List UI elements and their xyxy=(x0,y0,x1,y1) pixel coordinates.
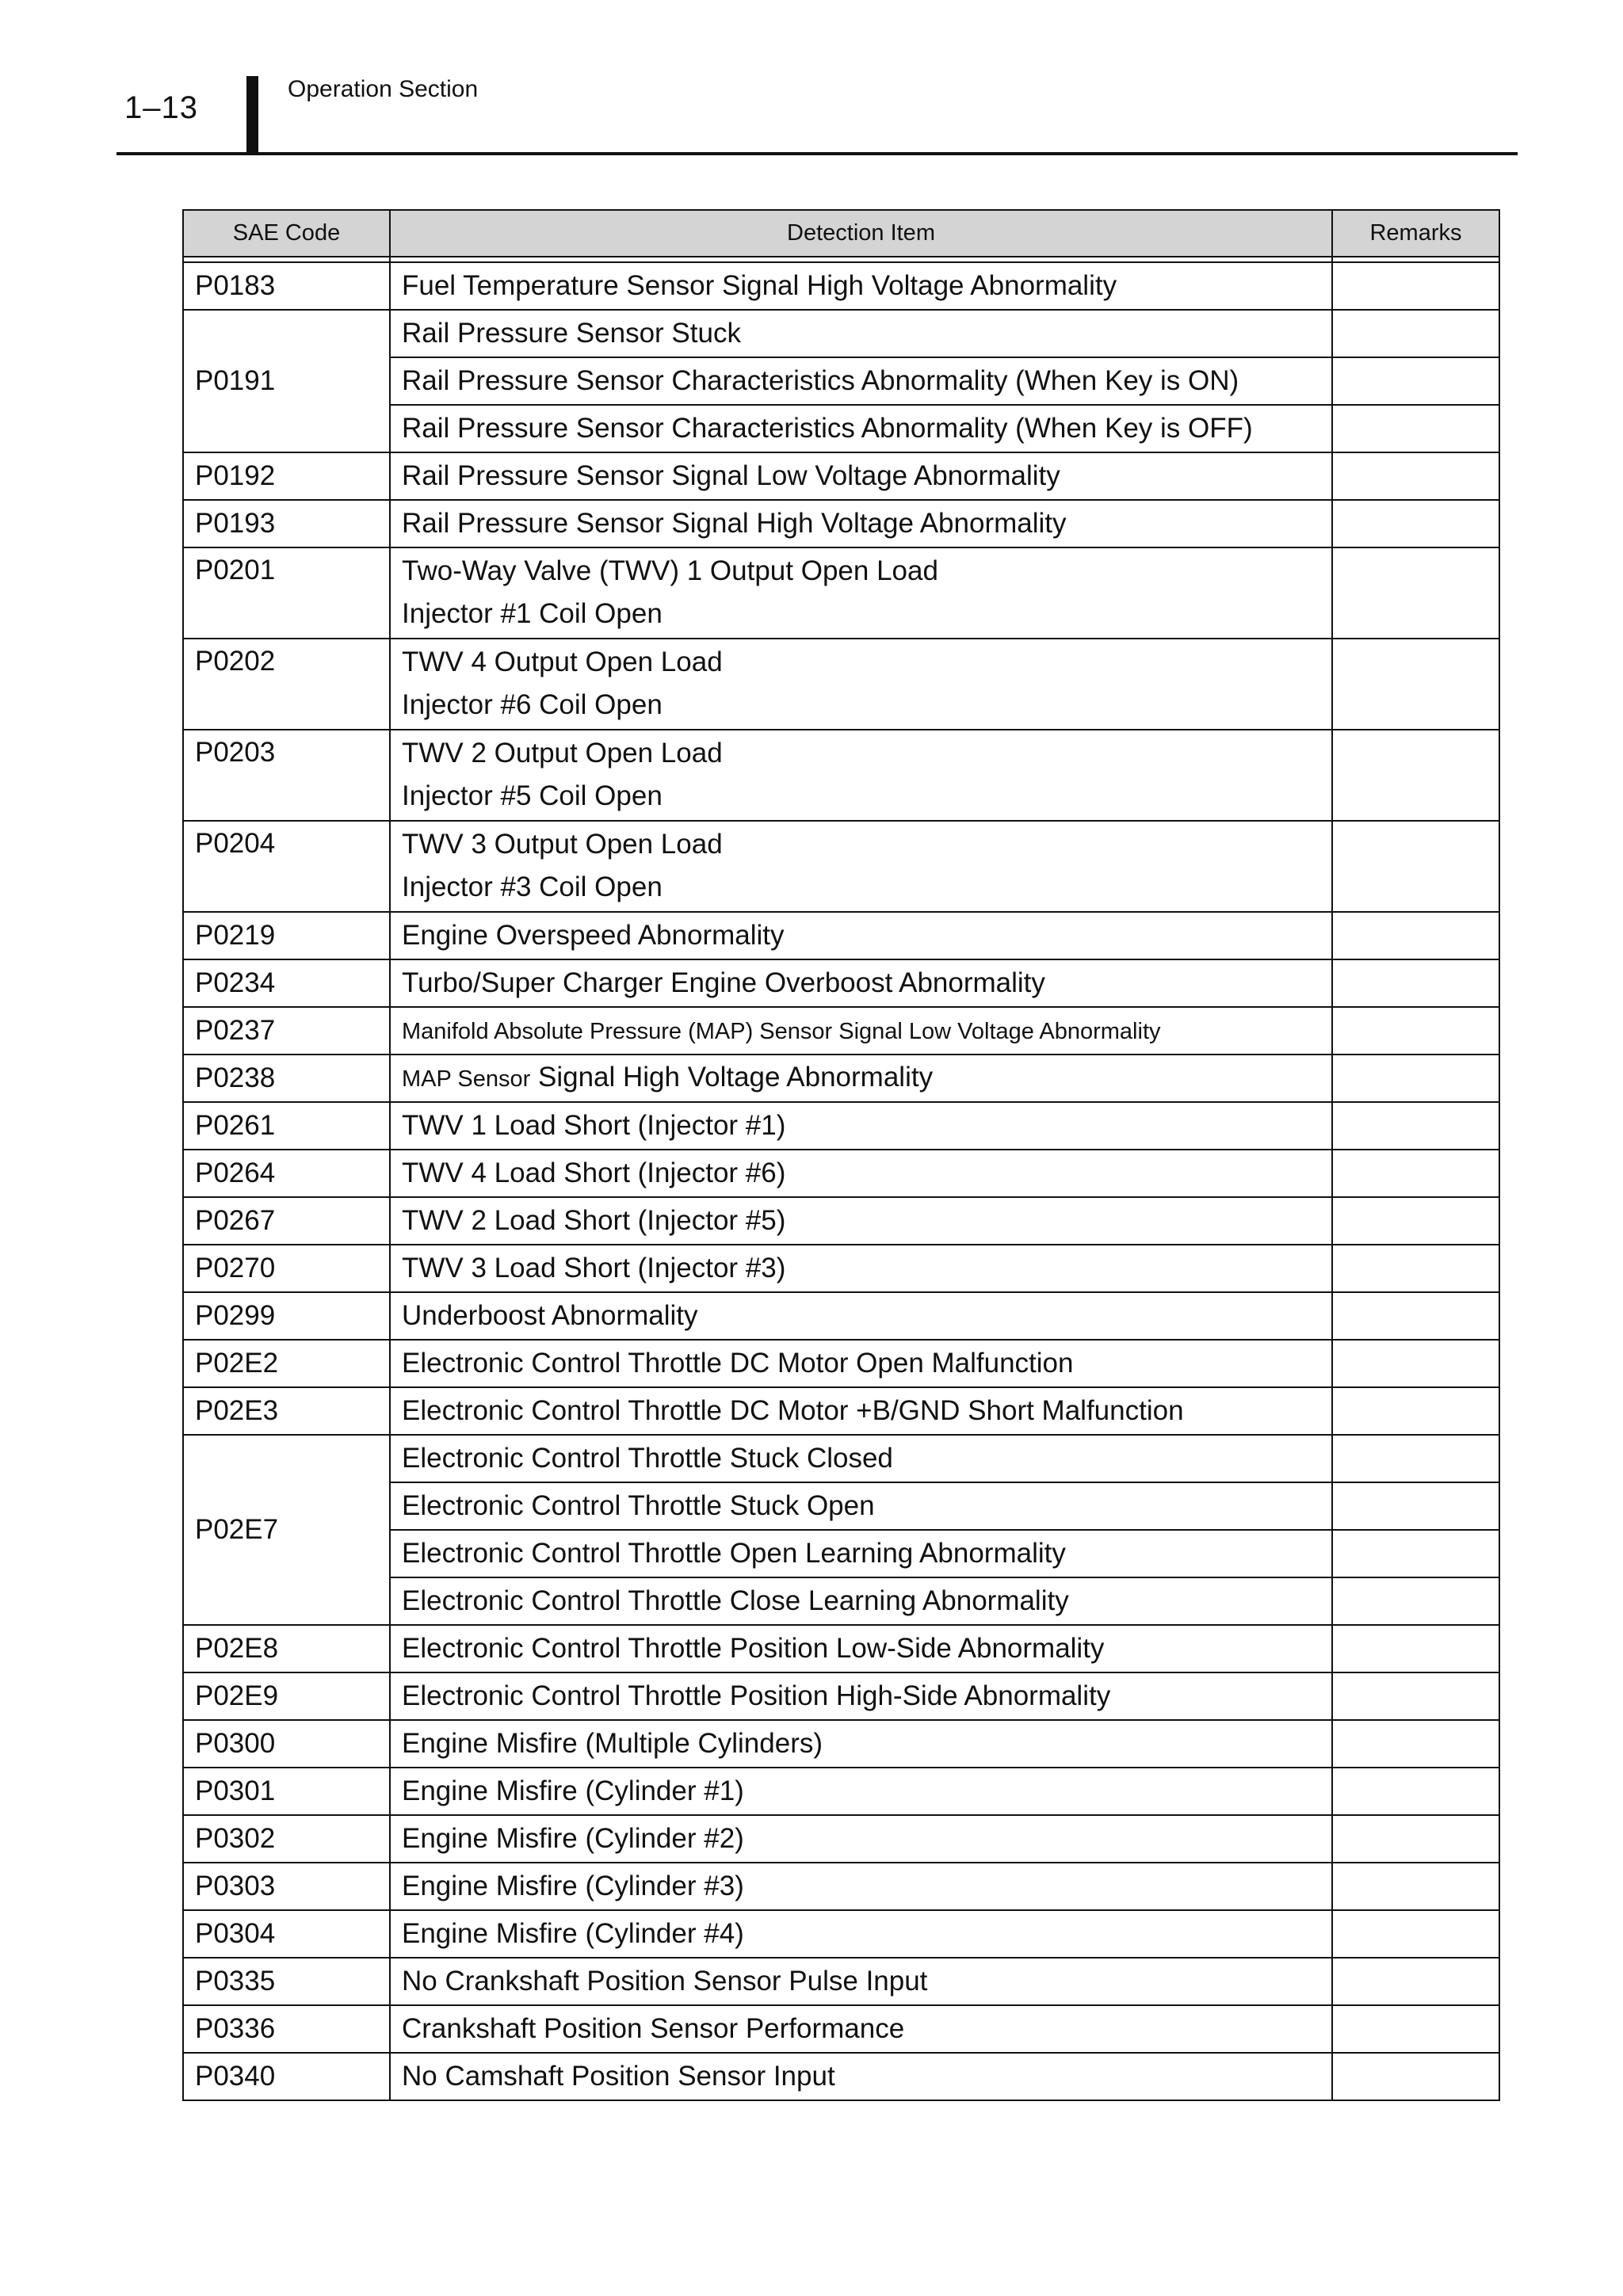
detection-item-cell: Electronic Control Throttle Stuck Closed xyxy=(390,1435,1332,1482)
table-header-row xyxy=(183,210,1499,257)
remarks-cell xyxy=(1332,405,1499,452)
sae-code-cell: P02E8 xyxy=(183,1625,390,1672)
detection-item-cell: Rail Pressure Sensor Stuck xyxy=(390,310,1332,357)
remarks-cell xyxy=(1332,1530,1499,1577)
detection-item-cell: Rail Pressure Sensor Characteristics Abnormality (When Key is ON) xyxy=(390,357,1332,405)
sae-code-cell: P0201 xyxy=(183,547,390,639)
sae-code-cell: P02E2 xyxy=(183,1340,390,1387)
table-row xyxy=(183,1055,1499,1102)
spacer-cell xyxy=(183,257,390,262)
sae-code-cell: P0336 xyxy=(183,2005,390,2053)
table-row xyxy=(183,262,1499,310)
remarks-cell xyxy=(1332,1768,1499,1815)
detection-item-cell: Fuel Temperature Sensor Signal High Voltage Abnormality xyxy=(390,262,1332,310)
detection-item-line: TWV 2 Output Open Load xyxy=(402,738,723,769)
sae-code-cell: P0238 xyxy=(183,1055,390,1102)
detection-item-cell: No Camshaft Position Sensor Input xyxy=(390,2053,1332,2100)
page-number: 1–13 xyxy=(124,90,198,125)
sae-code-cell: P0237 xyxy=(183,1007,390,1055)
detection-item-cell: Engine Misfire (Cylinder #1) xyxy=(390,1768,1332,1815)
detection-item-text: Signal High Voltage Abnormality xyxy=(530,1062,934,1093)
remarks-cell xyxy=(1332,730,1499,821)
table-row xyxy=(183,1102,1499,1150)
detection-item-cell: Electronic Control Throttle DC Motor +B/GND Short Malfunction xyxy=(390,1387,1332,1435)
remarks-cell xyxy=(1332,639,1499,730)
spacer-cell xyxy=(390,257,1332,262)
detection-item-cell xyxy=(390,1007,1332,1055)
table-row xyxy=(183,1863,1499,1910)
sae-code-cell: P0191 xyxy=(183,310,390,452)
detection-item-cell: Electronic Control Throttle Stuck Open xyxy=(390,1482,1332,1530)
sae-code-cell: P0193 xyxy=(183,500,390,547)
detection-item-cell xyxy=(390,821,1332,912)
remarks-cell xyxy=(1332,959,1499,1007)
table-row xyxy=(183,1815,1499,1863)
sae-code-cell: P0335 xyxy=(183,1958,390,2005)
remarks-cell xyxy=(1332,1672,1499,1720)
remarks-cell xyxy=(1332,1863,1499,1910)
sae-code-cell: P0340 xyxy=(183,2053,390,2100)
remarks-cell xyxy=(1332,500,1499,547)
detection-item-cell xyxy=(390,1055,1332,1102)
detection-item-cell: Underboost Abnormality xyxy=(390,1292,1332,1340)
detection-item-line: Two-Way Valve (TWV) 1 Output Open Load xyxy=(402,555,938,586)
table-row xyxy=(183,639,1499,730)
detection-item-cell: Engine Overspeed Abnormality xyxy=(390,912,1332,959)
table-row xyxy=(183,1958,1499,2005)
remarks-cell xyxy=(1332,1815,1499,1863)
detection-item-cell: Engine Misfire (Cylinder #3) xyxy=(390,1863,1332,1910)
sae-code-cell: P0267 xyxy=(183,1197,390,1245)
remarks-cell xyxy=(1332,262,1499,310)
table-row xyxy=(183,1340,1499,1387)
header-bar xyxy=(246,76,258,154)
sae-code-cell: P0234 xyxy=(183,959,390,1007)
remarks-cell xyxy=(1332,310,1499,357)
remarks-cell xyxy=(1332,452,1499,500)
sae-code-cell: P0301 xyxy=(183,1768,390,1815)
detection-item-cell: Electronic Control Throttle Position High-Side Abnormality xyxy=(390,1672,1332,1720)
table-row xyxy=(183,1625,1499,1672)
detection-item-cell: Electronic Control Throttle Open Learning Abnormality xyxy=(390,1530,1332,1577)
sae-code-cell: P0192 xyxy=(183,452,390,500)
table-row xyxy=(183,500,1499,547)
sae-code-cell: P02E3 xyxy=(183,1387,390,1435)
sae-code-cell: P0261 xyxy=(183,1102,390,1150)
detection-item-text-small: MAP Sensor xyxy=(402,1066,531,1092)
detection-item-cell: TWV 3 Load Short (Injector #3) xyxy=(390,1245,1332,1292)
detection-item-line: TWV 3 Output Open Load xyxy=(402,829,723,860)
table-row xyxy=(183,2005,1499,2053)
detection-item-line: Injector #1 Coil Open xyxy=(402,598,663,629)
detection-item-cell: TWV 2 Load Short (Injector #5) xyxy=(390,1197,1332,1245)
remarks-cell xyxy=(1332,1577,1499,1625)
remarks-cell xyxy=(1332,2005,1499,2053)
table-row xyxy=(183,1387,1499,1435)
detection-item-cell: Electronic Control Throttle Close Learning Abnormality xyxy=(390,1577,1332,1625)
table-row xyxy=(183,1197,1499,1245)
remarks-cell xyxy=(1332,1958,1499,2005)
remarks-cell xyxy=(1332,821,1499,912)
detection-item-cell: Rail Pressure Sensor Signal High Voltage Abnormality xyxy=(390,500,1332,547)
table-row xyxy=(183,1672,1499,1720)
table-row xyxy=(183,959,1499,1007)
sae-code-cell: P0299 xyxy=(183,1292,390,1340)
table-row xyxy=(183,730,1499,821)
remarks-cell xyxy=(1332,1150,1499,1197)
remarks-cell xyxy=(1332,1482,1499,1530)
sae-code-cell: P0302 xyxy=(183,1815,390,1863)
detection-item-cell: Engine Misfire (Cylinder #2) xyxy=(390,1815,1332,1863)
table-row xyxy=(183,1245,1499,1292)
column-header-sae-code: SAE Code xyxy=(183,210,390,257)
detection-item-cell xyxy=(390,639,1332,730)
sae-code-cell: P0303 xyxy=(183,1863,390,1910)
remarks-cell xyxy=(1332,1197,1499,1245)
sae-code-cell: P02E7 xyxy=(183,1435,390,1625)
spacer-cell xyxy=(1332,257,1499,262)
table-row xyxy=(183,2053,1499,2100)
sae-code-cell: P0300 xyxy=(183,1720,390,1768)
table-row xyxy=(183,912,1499,959)
detection-item-cell: No Crankshaft Position Sensor Pulse Input xyxy=(390,1958,1332,2005)
detection-item-line: Injector #5 Coil Open xyxy=(402,780,663,811)
detection-item-cell: TWV 4 Load Short (Injector #6) xyxy=(390,1150,1332,1197)
sae-code-cell: P0204 xyxy=(183,821,390,912)
remarks-cell xyxy=(1332,1910,1499,1958)
detection-item-text: Manifold Absolute Pressure (MAP) Sensor Signal Low Voltage Abnormality xyxy=(402,1019,1161,1044)
remarks-cell xyxy=(1332,357,1499,405)
table-body xyxy=(183,257,1499,2100)
sae-code-cell: P0203 xyxy=(183,730,390,821)
table-row xyxy=(183,1292,1499,1340)
sae-code-cell: P0270 xyxy=(183,1245,390,1292)
remarks-cell xyxy=(1332,912,1499,959)
table-row xyxy=(183,1150,1499,1197)
remarks-cell xyxy=(1332,1102,1499,1150)
sae-code-cell: P0264 xyxy=(183,1150,390,1197)
detection-item-cell: Crankshaft Position Sensor Performance xyxy=(390,2005,1332,2053)
detection-item-cell xyxy=(390,547,1332,639)
detection-item-line: Injector #3 Coil Open xyxy=(402,871,663,902)
table-row xyxy=(183,1007,1499,1055)
table-row xyxy=(183,1768,1499,1815)
detection-item-cell: Engine Misfire (Cylinder #4) xyxy=(390,1910,1332,1958)
remarks-cell xyxy=(1332,1245,1499,1292)
sae-code-cell: P0304 xyxy=(183,1910,390,1958)
section-title: Operation Section xyxy=(288,76,479,102)
remarks-cell xyxy=(1332,1387,1499,1435)
detection-item-cell: Turbo/Super Charger Engine Overboost Abnormality xyxy=(390,959,1332,1007)
column-header-detection-item: Detection Item xyxy=(390,210,1332,257)
remarks-cell xyxy=(1332,1055,1499,1102)
sae-code-cell: P0183 xyxy=(183,262,390,310)
remarks-cell xyxy=(1332,1435,1499,1482)
detection-item-line: TWV 4 Output Open Load xyxy=(402,646,723,677)
remarks-cell xyxy=(1332,1625,1499,1672)
detection-item-cell xyxy=(390,730,1332,821)
remarks-cell xyxy=(1332,1292,1499,1340)
detection-item-cell: Rail Pressure Sensor Characteristics Abnormality (When Key is OFF) xyxy=(390,405,1332,452)
remarks-cell xyxy=(1332,547,1499,639)
remarks-cell xyxy=(1332,1340,1499,1387)
table-row xyxy=(183,1720,1499,1768)
table-row xyxy=(183,452,1499,500)
header-rule xyxy=(116,152,1518,155)
header-spacer-row xyxy=(183,257,1499,262)
detection-item-cell: Rail Pressure Sensor Signal Low Voltage Abnormality xyxy=(390,452,1332,500)
detection-item-cell: TWV 1 Load Short (Injector #1) xyxy=(390,1102,1332,1150)
remarks-cell xyxy=(1332,2053,1499,2100)
detection-item-line: Injector #6 Coil Open xyxy=(402,689,663,720)
detection-item-cell: Electronic Control Throttle DC Motor Open Malfunction xyxy=(390,1340,1332,1387)
table-row xyxy=(183,1910,1499,1958)
remarks-cell xyxy=(1332,1720,1499,1768)
detection-item-cell: Engine Misfire (Multiple Cylinders) xyxy=(390,1720,1332,1768)
sae-code-cell: P02E9 xyxy=(183,1672,390,1720)
sae-code-cell: P0202 xyxy=(183,639,390,730)
sae-code-cell: P0219 xyxy=(183,912,390,959)
table-row xyxy=(183,821,1499,912)
table-row xyxy=(183,310,1499,357)
column-header-remarks: Remarks xyxy=(1332,210,1499,257)
table-row xyxy=(183,1435,1499,1482)
remarks-cell xyxy=(1332,1007,1499,1055)
detection-item-cell: Electronic Control Throttle Position Low-Side Abnormality xyxy=(390,1625,1332,1672)
table-row xyxy=(183,547,1499,639)
dtc-table xyxy=(182,209,1500,2101)
